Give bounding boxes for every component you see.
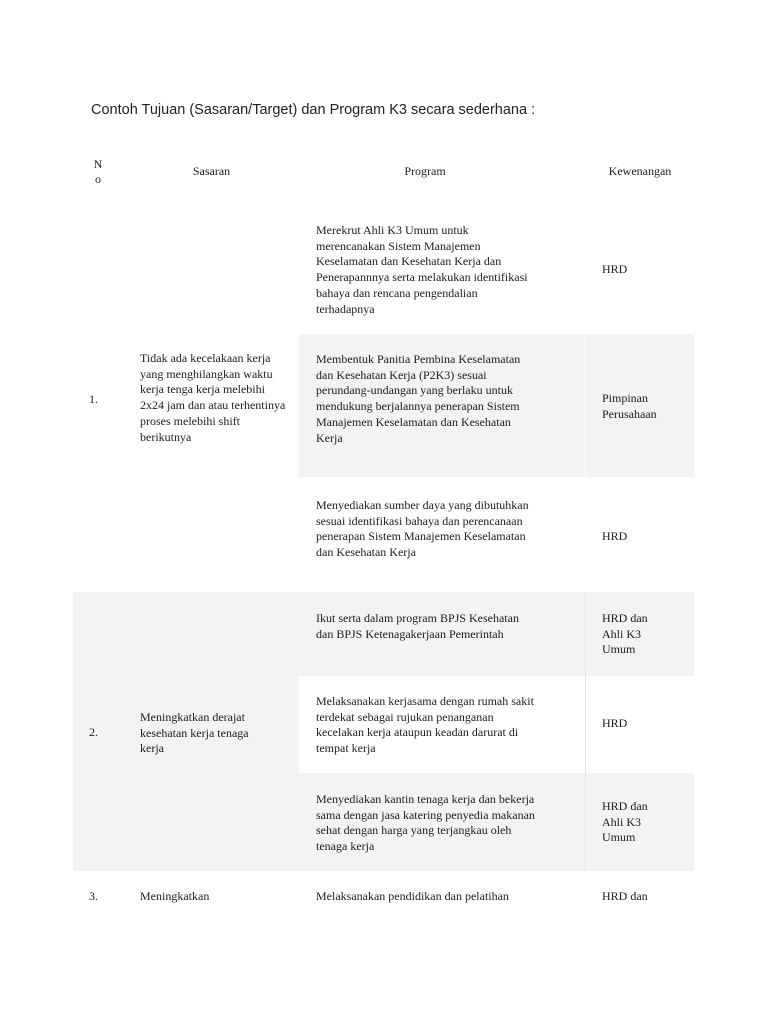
header-kewenangan: Kewenangan [608,164,672,178]
header-no-line2: o [95,172,101,186]
row-2-kewenangan-3: HRD dan Ahli K3 Umum [602,799,648,845]
row-2-sasaran: Meningkatkan derajat kesehatan kerja tenaga kerja [140,710,249,756]
row-3-no: 3. [89,889,98,903]
row-1-kewenangan-2: Pimpinan Perusahaan [602,391,657,421]
row-3-kewenangan-1: HRD dan [602,889,648,903]
row-2-kewenangan-2: HRD [602,716,628,730]
row-1-kewenangan-1: HRD [602,262,628,276]
row-2-no: 2. [89,725,98,739]
row-2-kewenangan-1: HRD dan Ahli K3 Umum [602,611,648,657]
row-2-program-2: Melaksanakan kerjasama dengan rumah sakit terdekat sebagai rujukan penanganan kecelakan kerja ataupun keadan darurat di tempat kerja [316,694,534,756]
row-1-sasaran: Tidak ada kecelakaan kerja yang menghilangkan waktu kerja tenga kerja melebihi 2x24 jam dan atau terhentinya proses melebihi shift berikutnya [140,351,286,444]
page-title: Contoh Tujuan (Sasaran/Target) dan Program K3 secara sederhana : [91,102,536,118]
row-3-sasaran: Meningkatkan [140,889,210,903]
row-2-program-3: Menyediakan kantin tenaga kerja dan bekerja sama dengan jasa katering penyedia makanan sehat dengan harga yang terjangkau oleh tenaga kerja [316,792,535,854]
row-1-program-2: Membentuk Panitia Pembina Keselamatan dan Kesehatan Kerja (P2K3) sesuai perundang-undangan yang berlaku untuk mendukung berjalannya penerapan Sistem Manajemen Keselamatan dan Kesehatan Kerja [316,352,521,445]
header-program: Program [404,164,446,178]
row-2-divider [585,592,586,871]
row-1-program-3: Menyediakan sumber daya yang dibutuhkan sesuai identifikasi bahaya dan perencanaan penerapan Sistem Manajemen Keselamatan dan Kesehatan Kerja [316,498,529,560]
header-no-line1: N [93,157,103,171]
row-1-program-1: Merekrut Ahli K3 Umum untuk merencanakan Sistem Manajemen Keselamatan dan Kesehatan Kerja dan Penerapannnya serta melakukan identifikasi bahaya dan rencana pengendalian terhadapnya [316,223,528,316]
row-1-kewenangan-3: HRD [602,529,628,543]
row-2-program-1: Ikut serta dalam program BPJS Kesehatan dan BPJS Ketenagakerjaan Pemerintah [316,611,519,641]
row-3-program-1: Melaksanakan pendidikan dan pelatihan [316,889,509,903]
header-no [88,157,108,187]
row-1-no: 1. [89,392,98,406]
header-sasaran: Sasaran [192,164,231,178]
